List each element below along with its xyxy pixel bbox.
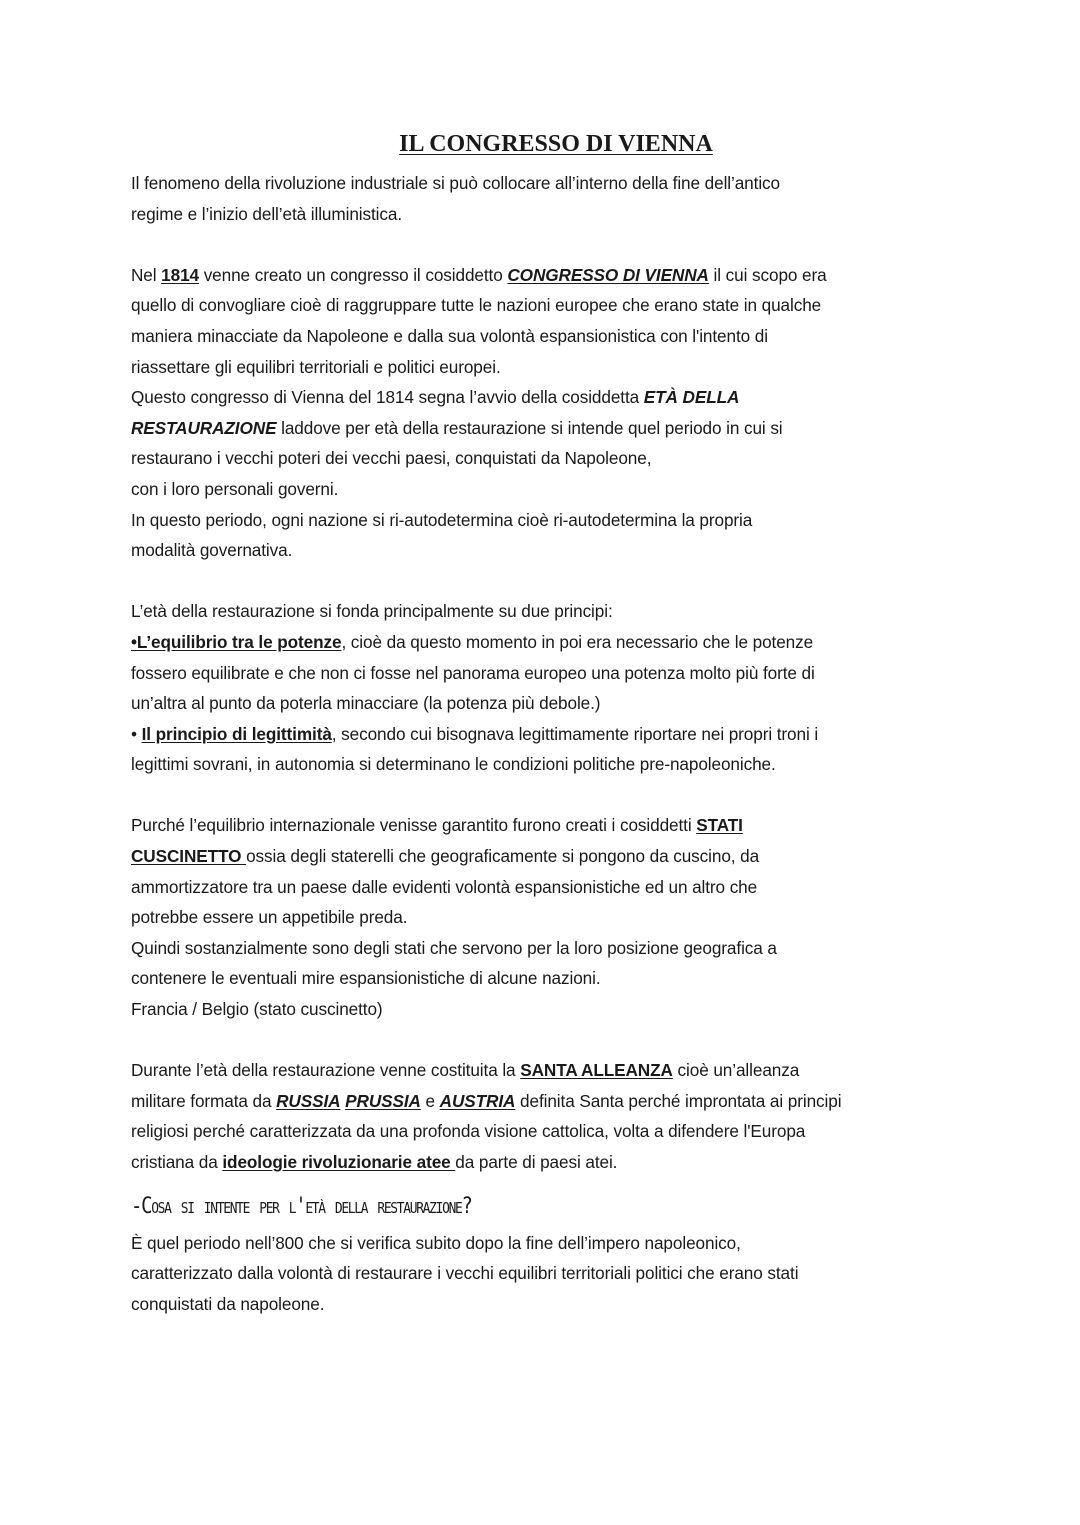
restaurazione-term: RESTAURAZIONE bbox=[131, 417, 277, 438]
alleanza-line-1 bbox=[131, 1055, 961, 1086]
section-line-2: caratterizzato dalla volontà di restaurare i vecchi equilibri territoriali politici che erano stati bbox=[131, 1263, 799, 1284]
congress-paragraph-line-9: In questo periodo, ogni nazione si ri-autodetermina cioè ri-autodetermina la propria bbox=[131, 509, 753, 530]
alleanza-line-2 bbox=[131, 1086, 961, 1117]
text: da parte di paesi atei. bbox=[455, 1152, 618, 1172]
text: il cui scopo era bbox=[708, 264, 827, 285]
russia-term: RUSSIA bbox=[276, 1090, 341, 1111]
text: e bbox=[420, 1090, 440, 1111]
text: laddove per età della restaurazione si intende quel periodo in cui si bbox=[276, 417, 783, 438]
congress-paragraph-line-1 bbox=[131, 260, 961, 291]
congress-paragraph-line-3: maniera minacciate da Napoleone e dalla sua volontà espansionistica con l'intento di bbox=[131, 325, 768, 346]
text: venne creato un congresso il cosiddetto bbox=[199, 264, 508, 285]
intro-line-1: Il fenomeno della rivoluzione industriale si può collocare all’interno della fine dell’antico bbox=[131, 173, 780, 193]
stati-line-4: potrebbe essere un appetibile preda. bbox=[131, 907, 408, 928]
text: , secondo cui bisognava legittimamente riportare nei propri troni i bbox=[331, 723, 819, 744]
congress-paragraph-line-10: modalità governativa. bbox=[131, 540, 293, 561]
year-1814: 1814 bbox=[161, 264, 200, 285]
page-title: IL CONGRESSO DI VIENNA bbox=[399, 131, 713, 157]
text: definita Santa perché improntata ai principi bbox=[515, 1090, 842, 1111]
legittimita-term: Il principio di legittimità bbox=[141, 723, 332, 744]
text: , cioè da questo momento in poi era necessario che le potenze bbox=[341, 631, 814, 652]
intro-line-2: regime e l’inizio dell’età illuministica. bbox=[131, 203, 403, 224]
congress-paragraph-line-8: con i loro personali governi. bbox=[131, 478, 339, 499]
congresso-di-vienna-term: CONGRESSO DI VIENNA bbox=[507, 264, 709, 285]
congress-paragraph-line-2: quello di convogliare cioè di raggruppare tutte le nazioni europee che erano state in qualche bbox=[131, 295, 822, 316]
text: cioè un’alleanza bbox=[672, 1060, 800, 1081]
principle-1-line-2: fossero equilibrate e che non ci fosse nel panorama europeo una potenza molto più forte di bbox=[131, 662, 815, 683]
text: ossia degli staterelli che geograficamente si pongono da cuscino, da bbox=[246, 846, 760, 867]
text: Questo congresso di Vienna del 1814 segna l’avvio della cosiddetta bbox=[131, 387, 644, 408]
principle-2-line-2: legittimi sovrani, in autonomia si determinano le condizioni politiche pre-napoleoniche. bbox=[131, 754, 776, 775]
text: militare formata da bbox=[131, 1090, 277, 1111]
stati-line-5: Quindi sostanzialmente sono degli stati che servono per la loro posizione geografica a bbox=[131, 937, 777, 958]
text: Durante l’età della restaurazione venne costituita la bbox=[131, 1060, 521, 1081]
text: cristiana da bbox=[131, 1152, 223, 1172]
austria-term: AUSTRIA bbox=[439, 1090, 516, 1111]
stati-term: STATI bbox=[696, 815, 743, 836]
cuscinetto-term: CUSCINETTO bbox=[131, 846, 247, 867]
principle-1-line-3: un’altra al punto da poterla minacciare (la potenza più debole.) bbox=[131, 693, 601, 714]
section-line-3: conquistati da napoleone. bbox=[131, 1293, 325, 1314]
congress-paragraph-line-4: riassettare gli equilibri territoriali e politici europei. bbox=[131, 356, 501, 377]
congress-paragraph-line-5 bbox=[131, 382, 961, 413]
section-line-1: È quel periodo nell’800 che si verifica subito dopo la fine dell’impero napoleonico, bbox=[131, 1232, 741, 1253]
bullet: • bbox=[131, 723, 142, 744]
congress-paragraph-line-6 bbox=[131, 413, 961, 444]
section-heading: -Cosa si intente per l'età della restaurazione? bbox=[131, 1193, 472, 1219]
stati-line-1 bbox=[131, 810, 961, 841]
stati-line-2 bbox=[131, 841, 961, 872]
text: Purché l’equilibrio internazionale venisse garantito furono creati i cosiddetti bbox=[131, 815, 697, 836]
stati-line-6: contenere le eventuali mire espansionistiche di alcune nazioni. bbox=[131, 968, 601, 989]
congress-paragraph-line-7: restaurano i vecchi poteri dei vecchi paesi, conquistati da Napoleone, bbox=[131, 448, 652, 469]
stati-line-3: ammortizzatore tra un paese dalle evidenti volontà espansionistiche ed un altro che bbox=[131, 876, 758, 897]
alleanza-line-3: religiosi perché caratterizzata da una profonda visione cattolica, volta a difendere l'Europa bbox=[131, 1121, 806, 1142]
document-page bbox=[131, 128, 961, 1319]
principles-intro: L’età della restaurazione si fonda principalmente su due principi: bbox=[131, 601, 613, 622]
ideologie-term: ideologie rivoluzionarie atee bbox=[222, 1152, 456, 1172]
stati-line-7: Francia / Belgio (stato cuscinetto) bbox=[131, 999, 383, 1020]
principle-2-line-1 bbox=[131, 719, 961, 750]
principle-1-line-1 bbox=[131, 627, 961, 658]
eta-restaurazione-term: ETÀ DELLA bbox=[643, 387, 740, 408]
text: Nel bbox=[131, 264, 162, 285]
santa-alleanza-term: SANTA ALLEANZA bbox=[520, 1060, 673, 1081]
alleanza-line-4 bbox=[131, 1147, 961, 1178]
prussia-term: PRUSSIA bbox=[345, 1090, 421, 1111]
equilibrio-term: •L’equilibrio tra le potenze bbox=[131, 631, 342, 652]
